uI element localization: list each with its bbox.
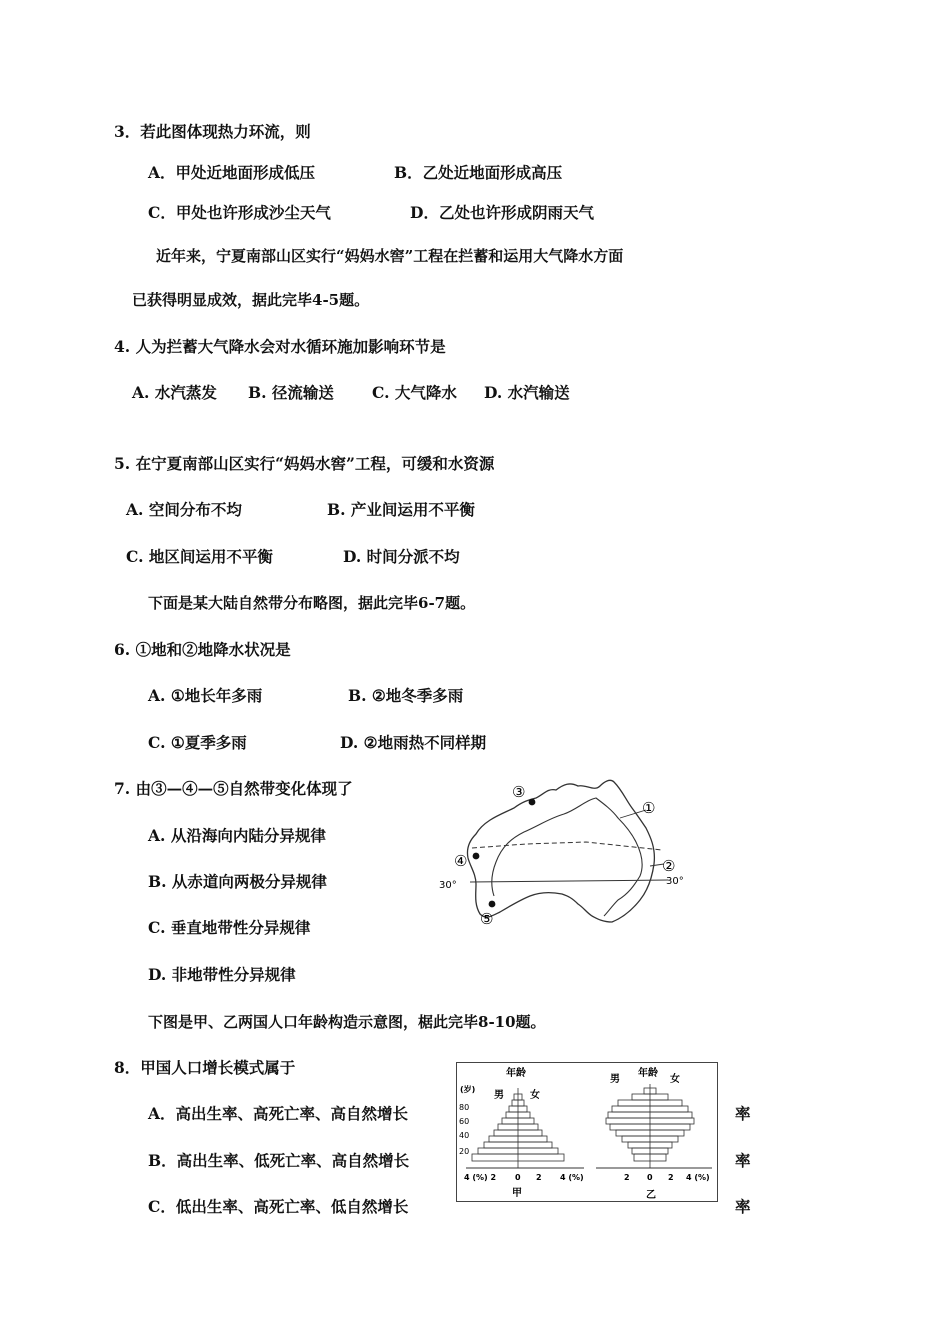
q8-stem: 8．甲国人口增长模式属于	[114, 1058, 296, 1077]
jia-age-tick-20: 20	[459, 1147, 470, 1156]
yi-male-label: 男	[610, 1074, 620, 1085]
q7-stem: 7. 由③—④—⑤自然带变化体现了	[114, 779, 353, 798]
jia-x-tick-right: 4 (%)	[560, 1173, 584, 1182]
intro-4-5-line2: 已获得明显成效，据此完毕4-5题。	[132, 291, 370, 309]
q3-option-d[interactable]: D．乙处也许形成阴雨天气	[410, 203, 594, 222]
yi-x-tick-right: 4 (%)	[686, 1173, 710, 1182]
yi-name: 乙	[646, 1190, 656, 1201]
label-point-5: ⑤	[480, 910, 494, 928]
jia-female-label: 女	[530, 1090, 540, 1101]
jia-age-label: 年龄	[506, 1068, 526, 1079]
q7-option-d[interactable]: D. 非地带性分异规律	[148, 965, 296, 984]
label-point-1: ①	[642, 799, 656, 817]
yi-x-tick-zero: 0	[647, 1173, 653, 1182]
q5-stem: 5. 在宁夏南部山区实行“妈妈水窖”工程，可缓和水资源	[114, 454, 495, 473]
label-point-2: ②	[662, 857, 676, 875]
population-pyramids-figure	[456, 1062, 719, 1203]
intro-8-10: 下图是甲、乙两国人口年龄构造示意图，椐此完毕8-10题。	[148, 1013, 546, 1031]
pyramid-yi	[596, 1066, 712, 1201]
q3-option-b[interactable]: B．乙处近地面形成高压	[394, 163, 563, 182]
q8-option-c[interactable]: C．低出生率、高死亡率、低自然增长	[148, 1197, 409, 1216]
q8-option-b[interactable]: B．高出生率、低死亡率、高自然增长	[148, 1151, 410, 1170]
q8-option-a[interactable]: A．高出生率、高死亡率、高自然增长	[148, 1104, 409, 1123]
yi-age-label: 年龄	[638, 1068, 658, 1079]
coastline-outer	[467, 780, 654, 922]
point-4-dot	[473, 853, 480, 860]
label-point-4: ④	[454, 852, 468, 870]
q3-stem: 3．若此图体现热力环流，则	[114, 122, 311, 141]
continent-natural-zone-map	[436, 776, 698, 930]
jia-x-tick-2: 2	[536, 1173, 542, 1182]
q3-option-c[interactable]: C．甲处也许形成沙尘天气	[148, 203, 331, 222]
q4-option-b[interactable]: B. 径流输送	[248, 383, 334, 402]
label-point-3: ③	[512, 783, 526, 801]
q5-option-a[interactable]: A. 空间分布不均	[126, 500, 242, 519]
q7-option-b[interactable]: B. 从赤道向两极分异规律	[148, 872, 327, 891]
pyramid-jia	[459, 1066, 584, 1199]
q7-option-c[interactable]: C. 垂直地带性分异规律	[148, 918, 311, 937]
q6-stem: 6. ①地和②地降水状况是	[114, 640, 291, 659]
intro-4-5-line1: 近年来，宁夏南部山区实行“妈妈水窖”工程在拦蓄和运用大气降水方面	[156, 247, 624, 265]
jia-name: 甲	[512, 1188, 522, 1199]
q4-option-a[interactable]: A. 水汽蒸发	[132, 383, 217, 402]
intro-6-7: 下面是某大陆自然带分布略图，据此完毕6-7题。	[148, 594, 476, 612]
q6-option-b[interactable]: B. ②地冬季多雨	[348, 686, 464, 705]
jia-age-tick-60: 60	[459, 1117, 470, 1126]
label-lat-left: 30°	[439, 880, 457, 891]
q4-stem: 4. 人为拦蓄大气降水会对水循环施加影响环节是	[114, 337, 446, 356]
jia-x-tick-zero: 0	[515, 1173, 521, 1182]
q5-option-d[interactable]: D. 时间分派不均	[343, 547, 460, 566]
q5-option-b[interactable]: B. 产业间运用不平衡	[327, 500, 475, 519]
q8-option-b-suffix: 率	[735, 1151, 751, 1170]
q4-option-c[interactable]: C. 大气降水	[372, 383, 457, 402]
label-lat-right: 30°	[666, 876, 684, 887]
q4-option-d[interactable]: D. 水汽输送	[484, 383, 570, 402]
q5-option-c[interactable]: C. 地区间运用不平衡	[126, 547, 273, 566]
latitude-30-line	[470, 880, 668, 882]
yi-x-tick-left: 2	[624, 1173, 630, 1182]
point-3-dot	[529, 799, 536, 806]
jia-male-label: 男	[494, 1090, 504, 1101]
yi-female-label: 女	[670, 1074, 680, 1085]
q6-option-a[interactable]: A. ①地长年多雨	[148, 686, 263, 705]
jia-age-tick-40: 40	[459, 1131, 470, 1140]
q3-option-a[interactable]: A．甲处近地面形成低压	[148, 163, 316, 182]
tropic-dashed-line	[472, 842, 662, 850]
q6-option-c[interactable]: C. ①夏季多雨	[148, 733, 247, 752]
jia-age-unit: (岁)	[460, 1085, 476, 1094]
q6-option-d[interactable]: D. ②地雨热不同样期	[340, 733, 487, 752]
jia-x-tick-left: 4 (%) 2	[464, 1173, 497, 1182]
jia-age-tick-80: 80	[459, 1103, 470, 1112]
q8-option-c-suffix: 率	[735, 1197, 751, 1216]
yi-x-tick-2: 2	[668, 1173, 674, 1182]
point-5-dot	[489, 901, 496, 908]
zone-boundary-inner	[492, 798, 642, 916]
q7-option-a[interactable]: A. 从沿海向内陆分异规律	[148, 826, 326, 845]
q8-option-a-suffix: 率	[735, 1104, 751, 1123]
